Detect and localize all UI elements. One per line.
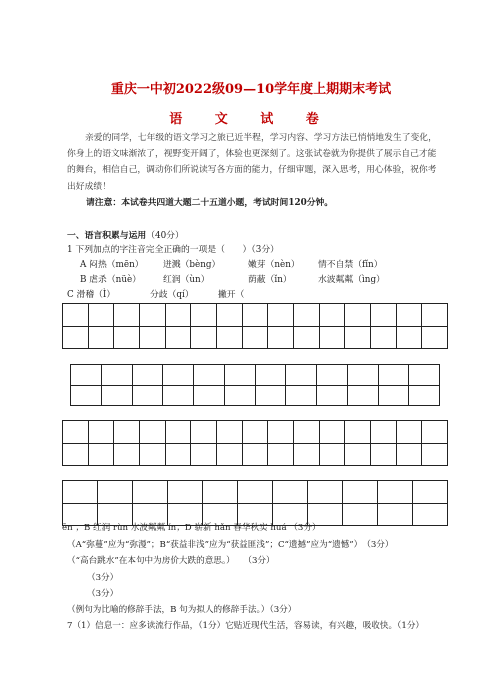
grid-cell — [242, 443, 268, 466]
grid-cell — [163, 385, 194, 406]
answer-line-7: 7（1）信息一：应多读流行作品，（1分）它贴近现代生活，容易读，有兴趣，吸收快。（1分） — [67, 621, 425, 631]
grid-cell — [139, 443, 165, 466]
grid-cell — [63, 421, 89, 444]
grid-cell — [216, 326, 242, 349]
grid-cell — [343, 481, 378, 504]
answer-line-6: （例句为比喻的修辞手法，B 句为拟人的修辞手法。）（3分） — [67, 605, 297, 615]
grid-cell — [88, 421, 114, 444]
exam-subtitle: 语 文 试 卷 — [169, 112, 333, 127]
grid-cell — [345, 304, 371, 327]
grid-cell — [191, 304, 217, 327]
option-a-3: 嫩芽（nèn） — [248, 260, 300, 270]
grid-cell — [114, 326, 140, 349]
grid-cell — [319, 443, 345, 466]
grid-cell — [378, 503, 413, 526]
grid-cell — [370, 443, 396, 466]
option-b-2: 红润（ùn） — [163, 275, 210, 285]
grid-cell — [71, 365, 102, 386]
grid-cell — [191, 443, 217, 466]
grid-cell — [165, 443, 191, 466]
grid-cell — [293, 304, 319, 327]
grid-cell — [163, 365, 194, 386]
grid-cell — [378, 481, 413, 504]
grid-cell — [165, 421, 191, 444]
grid-cell — [88, 304, 114, 327]
grid-cell — [319, 326, 345, 349]
answer-line-5: （3分） — [87, 589, 119, 599]
intro-block — [67, 130, 439, 195]
grid-cell — [88, 443, 114, 466]
grid-cell — [238, 481, 273, 504]
grid-cell — [268, 304, 294, 327]
grid-cell — [203, 481, 238, 504]
grid-cell — [396, 421, 422, 444]
section-points: （40分） — [146, 231, 184, 241]
grid-cell — [114, 421, 140, 444]
grid-cell — [422, 326, 448, 349]
grid-cell — [101, 385, 132, 406]
writing-grid-4 — [62, 480, 448, 526]
grid-cell — [319, 304, 345, 327]
grid-cell — [268, 421, 294, 444]
grid-cell — [273, 481, 308, 504]
grid-cell — [224, 385, 255, 406]
grid-cell — [422, 443, 448, 466]
grid-cell — [101, 365, 132, 386]
grid-cell — [317, 365, 348, 386]
grid-cell — [88, 326, 114, 349]
grid-cell — [293, 421, 319, 444]
grid-cell — [370, 421, 396, 444]
exam-title: 重庆一中初2022级09—10学年度上期期末考试 — [110, 82, 392, 97]
grid-cell — [378, 365, 409, 386]
grid-cell — [370, 304, 396, 327]
grid-cell — [191, 326, 217, 349]
grid-cell — [378, 385, 409, 406]
grid-cell — [63, 304, 89, 327]
grid-cell — [317, 385, 348, 406]
grid-cell — [191, 421, 217, 444]
grid-cell — [139, 421, 165, 444]
grid-cell — [216, 421, 242, 444]
grid-cell — [396, 443, 422, 466]
grid-cell — [293, 443, 319, 466]
grid-cell — [132, 385, 163, 406]
answer-line-2: （A“弥蔓”应为“弥漫”；B“获益非浅”应为“获益匪浅”；C“遗撼”应为“遗憾”） （3分） — [67, 540, 394, 550]
grid-cell — [255, 385, 286, 406]
answer-line-1: ēn ；B 红润 rùn 水波粼粼 ín；D 崭新 hǎn 春华秋实 huá （3分） — [62, 523, 321, 533]
grid-cell — [165, 326, 191, 349]
grid-cell — [242, 421, 268, 444]
grid-cell — [286, 365, 317, 386]
answer-line-4: （3分） — [87, 573, 119, 583]
option-a-4: 情不自禁（fǐn） — [318, 260, 383, 270]
writing-grid-2 — [70, 364, 440, 406]
grid-cell — [114, 443, 140, 466]
grid-cell — [133, 481, 168, 504]
option-c-1: C 滑稽（Ì） — [67, 290, 116, 300]
grid-cell — [370, 326, 396, 349]
grid-cell — [194, 365, 225, 386]
grid-cell — [63, 326, 89, 349]
grid-cell — [194, 385, 225, 406]
grid-cell — [422, 304, 448, 327]
grid-cell — [345, 421, 371, 444]
grid-cell — [413, 481, 448, 504]
grid-cell — [347, 365, 378, 386]
grid-cell — [345, 326, 371, 349]
grid-cell — [242, 304, 268, 327]
grid-cell — [255, 365, 286, 386]
grid-cell — [165, 304, 191, 327]
grid-cell — [139, 304, 165, 327]
grid-cell — [319, 421, 345, 444]
intro-paragraph: 亲爱的同学，七年级的语文学习之旅已近半程，学习内容、学习方法已悄悄地发生了变化，你身上的语文味渐浓了，视野变开阔了，体验也更深刻了。这张试卷就为你提供了展示自己才能的舞台，相信自己，调动你们所说读写各方面的能力，仔细审题，深入思考，用心体验，祝你考出好成绩！ — [67, 133, 437, 192]
grid-cell — [347, 385, 378, 406]
grid-cell — [63, 443, 89, 466]
option-c-3: 撇开（ — [218, 290, 245, 300]
writing-grid-3 — [62, 420, 448, 466]
grid-cell — [114, 304, 140, 327]
grid-cell — [268, 326, 294, 349]
grid-cell — [409, 365, 440, 386]
option-b-4: 水波粼粼（ìng） — [318, 275, 385, 285]
section-title: 一、语言积累与运用 — [67, 231, 147, 241]
grid-cell — [63, 481, 98, 504]
answer-line-3: （“高台跳水”在本句中为房价大跌的意思。） （3分） — [67, 556, 275, 566]
grid-cell — [293, 326, 319, 349]
option-a-1: A 闷热（mēn） — [80, 260, 144, 270]
option-a-2: 迸溅（bèng） — [163, 260, 221, 270]
grid-cell — [139, 326, 165, 349]
grid-cell — [413, 503, 448, 526]
writing-grid-1 — [62, 303, 448, 349]
question-1: 1 下列加点的字注音完全正确的一项是（ ）（3分） — [67, 245, 279, 255]
grid-cell — [422, 421, 448, 444]
grid-cell — [216, 304, 242, 327]
grid-cell — [345, 443, 371, 466]
option-c-2: 分歧（qí） — [150, 290, 194, 300]
grid-cell — [286, 385, 317, 406]
grid-cell — [308, 481, 343, 504]
grid-cell — [132, 365, 163, 386]
option-b-3: 荫蔽（ǐn） — [248, 275, 292, 285]
grid-cell — [396, 304, 422, 327]
grid-cell — [409, 385, 440, 406]
grid-cell — [396, 326, 422, 349]
grid-cell — [168, 481, 203, 504]
section-heading — [67, 228, 184, 241]
grid-cell — [343, 503, 378, 526]
exam-notice: 请注意：本试卷共四道大题二十五道小题，考试时间120分钟。 — [86, 198, 334, 208]
grid-cell — [98, 481, 133, 504]
grid-cell — [242, 326, 268, 349]
grid-cell — [224, 365, 255, 386]
option-b-1: B 虐杀（nüè） — [80, 275, 141, 285]
grid-cell — [71, 385, 102, 406]
grid-cell — [216, 443, 242, 466]
grid-cell — [268, 443, 294, 466]
